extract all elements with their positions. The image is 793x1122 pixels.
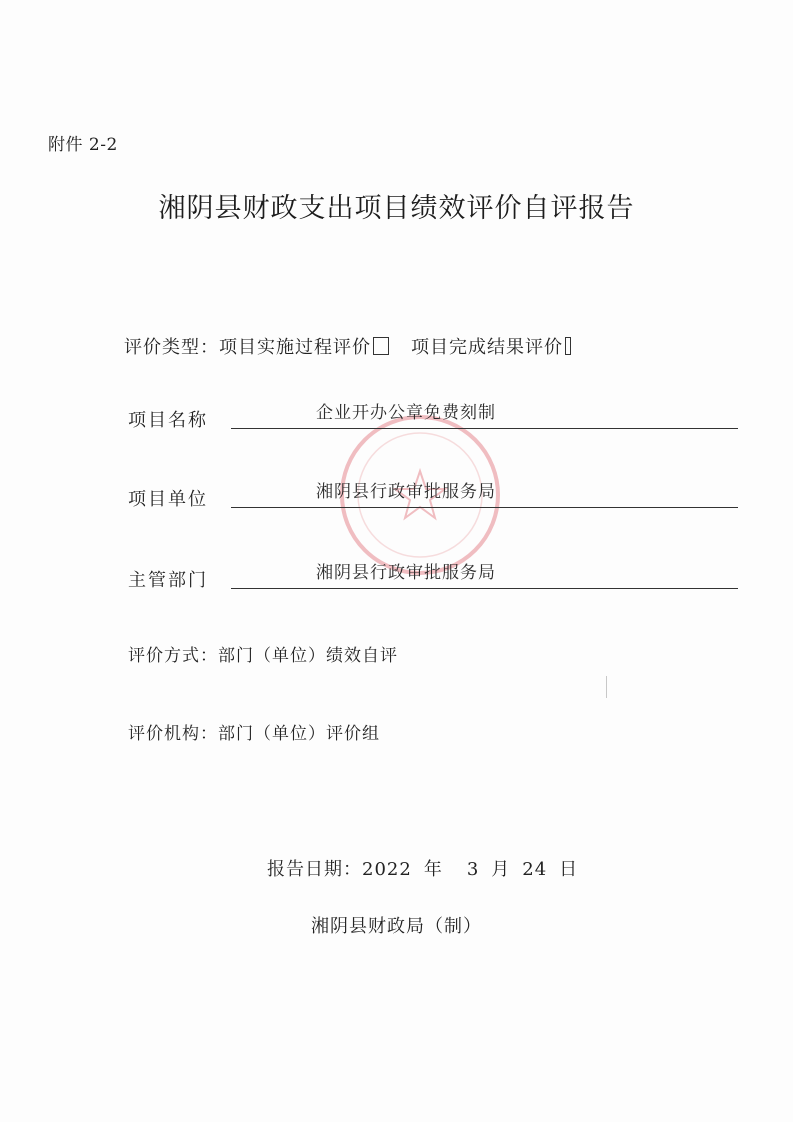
supervisor-dept-underline xyxy=(231,588,738,589)
supervisor-dept-row xyxy=(128,563,738,596)
report-date-day-unit: 日 xyxy=(559,859,579,880)
report-date-year-unit: 年 xyxy=(423,859,443,880)
option-result-checkbox[interactable] xyxy=(565,337,571,355)
evaluation-type-label: 评价类型： xyxy=(124,337,219,358)
attachment-label: 附件 2-2 xyxy=(48,135,118,155)
report-date-month-unit: 月 xyxy=(491,859,511,880)
evaluation-org-label: 评价机构： xyxy=(128,724,218,744)
evaluation-org-row xyxy=(128,719,380,744)
project-name-label: 项目名称 xyxy=(128,410,208,431)
maker-label: 湘阴县财政局（制） xyxy=(311,916,482,937)
project-unit-label: 项目单位 xyxy=(128,489,208,510)
project-unit-value: 湘阴县行政审批服务局 xyxy=(316,482,496,502)
supervisor-dept-label: 主管部门 xyxy=(128,570,208,591)
project-name-underline xyxy=(231,428,738,429)
evaluation-method-row xyxy=(128,641,398,666)
option-process-label: 项目实施过程评价 xyxy=(219,337,371,358)
report-date-day: 24 xyxy=(522,859,548,880)
evaluation-method-value: 部门（单位）绩效自评 xyxy=(218,646,398,666)
report-date-row xyxy=(267,855,578,881)
project-unit-row xyxy=(128,482,738,515)
evaluation-type-row xyxy=(124,333,571,359)
evaluation-method-label: 评价方式： xyxy=(128,646,218,666)
scan-mark xyxy=(606,676,607,698)
project-name-value: 企业开办公章免费刻制 xyxy=(316,403,496,423)
supervisor-dept-value: 湘阴县行政审批服务局 xyxy=(316,563,496,583)
project-unit-underline xyxy=(231,507,738,508)
option-result-label: 项目完成结果评价 xyxy=(411,337,563,358)
report-date-year: 2022 xyxy=(362,859,412,880)
page-title: 湘阴县财政支出项目绩效评价自评报告 xyxy=(158,193,635,224)
option-process-checkbox[interactable] xyxy=(373,337,389,355)
evaluation-org-value: 部门（单位）评价组 xyxy=(218,724,380,744)
project-name-row xyxy=(128,403,738,436)
report-date-month: 3 xyxy=(466,859,480,880)
report-date-label: 报告日期： xyxy=(267,859,362,880)
